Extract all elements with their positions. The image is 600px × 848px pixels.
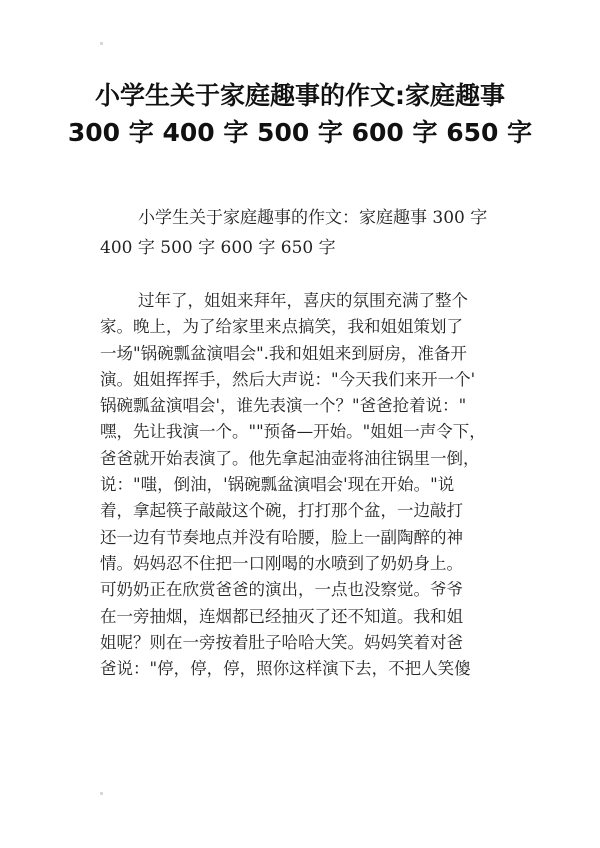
subtitle-line: 400 字 500 字 600 字 650 字 [100, 238, 336, 258]
subtitle-line: 小学生关于家庭趣事的作文：家庭趣事 300 字 [138, 208, 488, 228]
body-line: 爸说："停，停，停，照你这样演下去，不把人笑傻 [100, 659, 471, 679]
body-line: 情。妈妈忍不住把一口刚喝的水喷到了奶奶身上。 [100, 553, 463, 573]
body-line: 爸爸就开始表演了。他先拿起油壶将油往锅里一倒， [100, 448, 480, 468]
page-title-line-1: 小学生关于家庭趣事的作文:家庭趣事 [95, 81, 505, 110]
page-title-line-2: 300 字 400 字 500 字 600 字 650 字 [67, 118, 533, 147]
body-line: 可奶奶正在欣赏爸爸的演出，一点也没察觉。爷爷 [100, 580, 463, 600]
body-line: 着，拿起筷子敲敲这个碗，打打那个盆，一边敲打 [100, 501, 463, 521]
body-line: 过年了，姐姐来拜年，喜庆的氛围充满了整个 [138, 291, 468, 310]
page-corner-mark [100, 42, 103, 45]
body-paragraph [100, 288, 525, 682]
body-line: 还一边有节奏地点并没有哈腰，脸上一副陶醉的神 [100, 527, 463, 547]
body-line: 演。姐姐挥挥手，然后大声说："今天我们来开一个' [100, 369, 476, 389]
body-line: 说："嗤，倒油，'锅碗瓢盆演唱会'现在开始。"说 [100, 475, 455, 495]
body-line: 嘿，先让我演一个。""预备—开始。"姐姐一声令下， [100, 422, 486, 442]
body-line: 锅碗瓢盆演唱会'，谁先表演一个？"爸爸抢着说：" [100, 396, 467, 416]
subtitle-paragraph [100, 203, 520, 263]
body-line: 一场"锅碗瓢盆演唱会".我和姐姐来到厨房，准备开 [100, 343, 467, 363]
body-line: 姐呢？则在一旁按着肚子哈哈大笑。妈妈笑着对爸 [100, 632, 463, 652]
body-line: 在一旁抽烟，连烟都已经抽灭了还不知道。我和姐 [100, 606, 463, 626]
page-corner-mark [100, 792, 103, 795]
body-line: 家。晚上，为了给家里来点搞笑，我和姐姐策划了 [100, 317, 463, 337]
